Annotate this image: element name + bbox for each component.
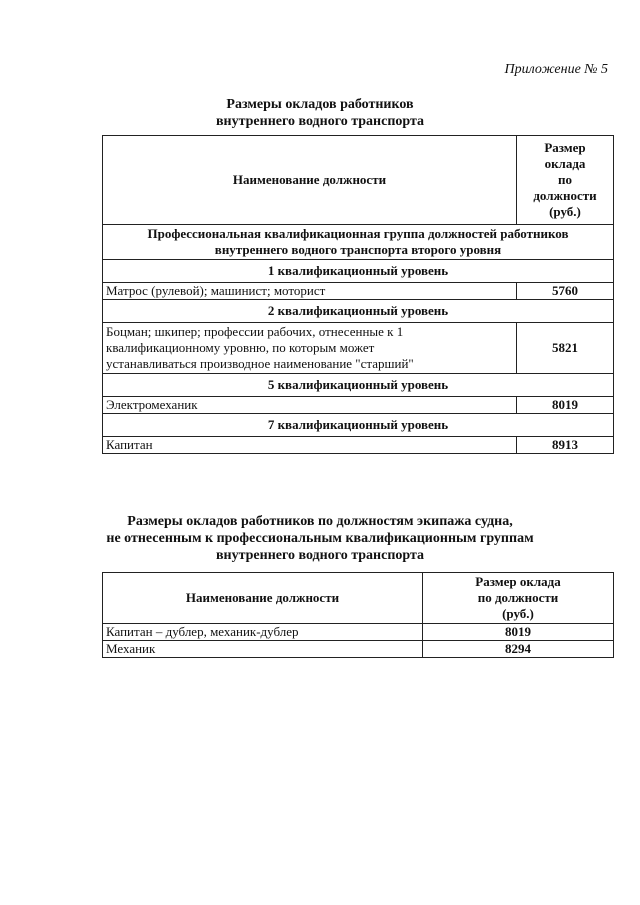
salary-cell: 5760 bbox=[517, 283, 614, 300]
position-line: Боцман; шкипер; профессии рабочих, отнесенные к 1 bbox=[106, 324, 404, 339]
qualification-level-heading: 2 квалификационный уровень bbox=[103, 300, 614, 323]
header-line: Размер bbox=[544, 140, 586, 155]
table1-title-line: внутреннего водного транспорта bbox=[215, 114, 425, 129]
table-row bbox=[103, 437, 614, 454]
table2-title-line: не отнесенным к профессиональным квалификационным группам bbox=[106, 531, 534, 546]
header-line: (руб.) bbox=[549, 204, 581, 219]
position-cell: Матрос (рулевой); машинист; моторист bbox=[103, 283, 517, 300]
table1-title bbox=[0, 96, 640, 130]
salary-table-crew-positions bbox=[102, 572, 614, 658]
group-line: внутреннего водного транспорта второго уровня bbox=[214, 242, 502, 257]
header-line: (руб.) bbox=[502, 606, 534, 621]
table-header-row bbox=[103, 136, 614, 225]
table-row bbox=[103, 641, 614, 658]
level-row bbox=[103, 374, 614, 397]
qualification-level-heading: 1 квалификационный уровень bbox=[103, 260, 614, 283]
position-cell: Механик bbox=[103, 641, 423, 658]
table-row bbox=[103, 283, 614, 300]
level-row bbox=[103, 260, 614, 283]
salary-table-qualification-levels bbox=[102, 135, 614, 454]
position-cell: Электромеханик bbox=[103, 397, 517, 414]
header-line: по должности bbox=[477, 590, 559, 605]
salary-cell: 8913 bbox=[517, 437, 614, 454]
header-line: Размер оклада bbox=[475, 574, 561, 589]
level-row bbox=[103, 300, 614, 323]
column-header-salary bbox=[423, 573, 614, 624]
salary-cell: 8019 bbox=[423, 624, 614, 641]
qualification-level-heading: 5 квалификационный уровень bbox=[103, 374, 614, 397]
table-row bbox=[103, 624, 614, 641]
header-line: оклада bbox=[544, 156, 586, 171]
group-row bbox=[103, 225, 614, 260]
header-line: по bbox=[558, 172, 572, 187]
position-line: квалификационному уровню, по которым может bbox=[106, 340, 375, 355]
salary-cell: 5821 bbox=[517, 323, 614, 374]
qualification-level-heading: 7 квалификационный уровень bbox=[103, 414, 614, 437]
position-cell: Капитан – дублер, механик-дублер bbox=[103, 624, 423, 641]
table2-title-line: Размеры окладов работников по должностям экипажа судна, bbox=[127, 514, 513, 529]
column-header-position: Наименование должности bbox=[103, 573, 423, 624]
position-cell bbox=[103, 323, 517, 374]
header-line: должности bbox=[533, 188, 597, 203]
salary-cell: 8019 bbox=[517, 397, 614, 414]
qualification-group-heading bbox=[103, 225, 614, 260]
column-header-position: Наименование должности bbox=[103, 136, 517, 225]
level-row bbox=[103, 414, 614, 437]
table-header-row bbox=[103, 573, 614, 624]
group-line: Профессиональная квалификационная группа должностей работников bbox=[147, 226, 569, 241]
table-row bbox=[103, 397, 614, 414]
position-line: устанавливаться производное наименование "старший" bbox=[106, 356, 414, 371]
column-header-salary bbox=[517, 136, 614, 225]
table2-title bbox=[0, 513, 640, 564]
table1-title-line: Размеры окладов работников bbox=[226, 97, 414, 112]
table-row bbox=[103, 323, 614, 374]
position-cell: Капитан bbox=[103, 437, 517, 454]
salary-cell: 8294 bbox=[423, 641, 614, 658]
appendix-label: Приложение № 5 bbox=[504, 62, 608, 77]
table2-title-line: внутреннего водного транспорта bbox=[215, 548, 425, 563]
